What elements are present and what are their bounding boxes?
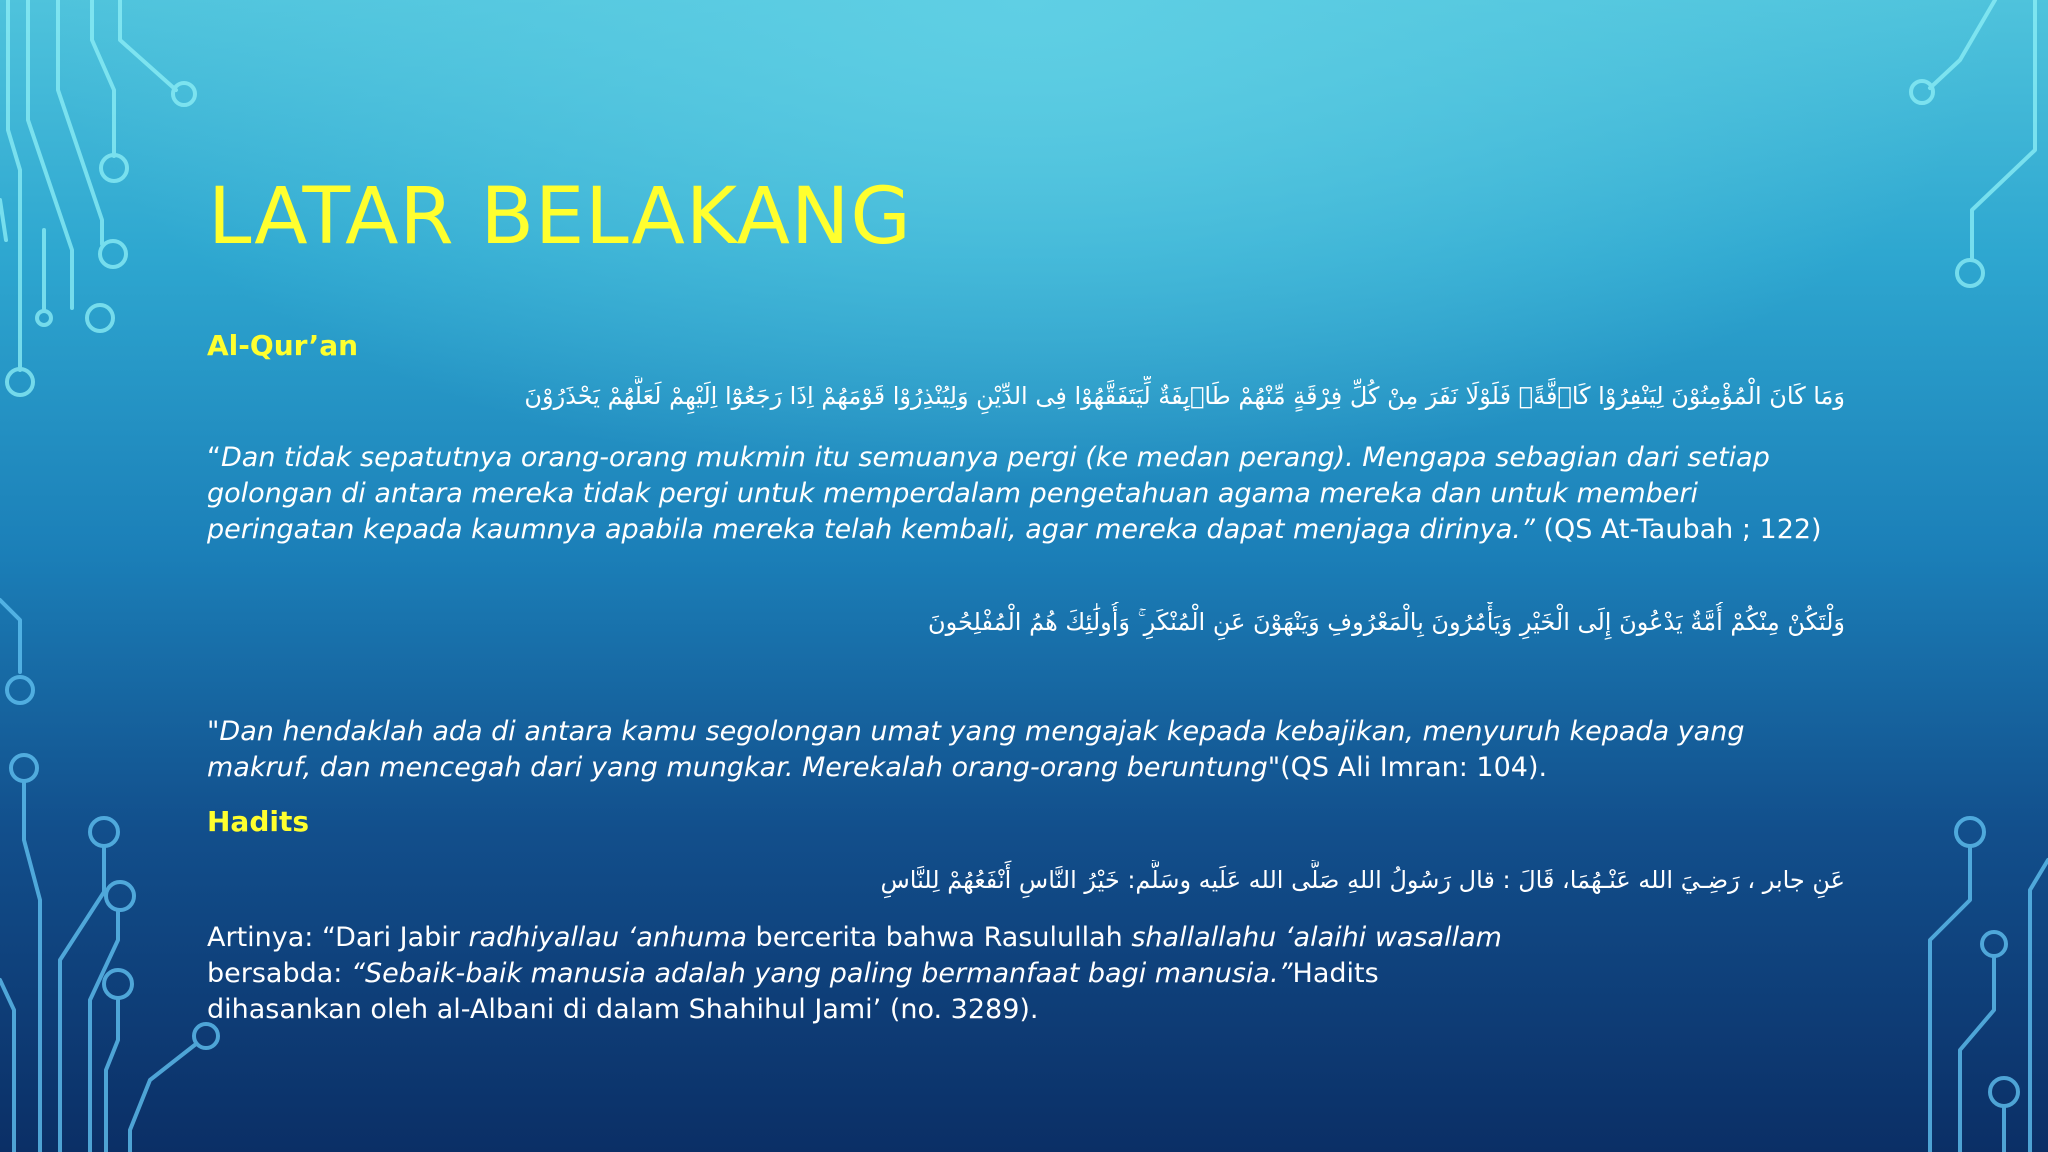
hadits-heading: Hadits [207,805,310,838]
slide-title: LATAR BELAKANG [208,172,912,262]
hadits-t6: “Sebaik-baik manusia adalah yang paling bermanfaat bagi manusia.” [350,958,1293,989]
open-quote: “ [207,442,221,473]
verse-1-translation-text: Dan tidak sepatutnya orang-orang mukmin itu semuanya pergi (ke medan perang). Mengapa sebagian dari setiap golongan di antara mereka tidak pergi untuk memperdalam pengetahuan agama mereka dan untuk memberi peringatan kepada kaumnya apabila mereka telah kembali, agar mereka dapat menjaga dirinya.” [207,442,1770,545]
hadits-t2: radhiyallau ‘anhuma [468,922,747,953]
hadits-t4: shallallahu ‘alaihi wasallam [1131,922,1502,953]
hadits-t1: Artinya: “Dari Jabir [207,922,469,953]
quran-heading: Al-Qur’an [207,329,359,362]
hadits-arabic: عَنِ جابر ، رَضِـيَ الله عَنْـهُمَا، قَالَ : قال رَسُولُ اللهِ صَلَّى الله عَلَيه وسَلَّم: خَيْرُ النَّاسِ أَنْفَعُهُمْ لِلنَّاسِ [880,866,1845,894]
hadits-t3: bercerita bahwa Rasulullah [746,922,1132,953]
hadits-t5: bersabda: [207,958,351,989]
quran-verse-2-arabic: وَلْتَكُنْ مِنْكُمْ أُمَّةٌ يَدْعُونَ إِلَى الْخَيْرِ وَيَأْمُرُونَ بِالْمَعْرُوفِ وَيَنْهَوْنَ عَنِ الْمُنْكَرِ ۚ وَأُولَٰئِكَ هُمُ الْمُفْلِحُونَ [928,608,1845,636]
quran-verse-1-translation [207,440,1845,548]
hadits-t7: Hadits dihasankan oleh al-Albani di dalam Shahihul Jami’ (no. 3289). [207,958,1379,1025]
quran-verse-1-arabic: وَمَا كَانَ الْمُؤْمِنُوْنَ لِيَنْفِرُوْا كَاۤفَّةًۗ فَلَوْلَا نَفَرَ مِنْ كُلِّ فِرْقَةٍ مِّنْهُمْ طَاۤىِٕفَةٌ لِّيَتَفَقَّهُوْا فِى الدِّيْنِ وَلِيُنْذِرُوْا قَوْمَهُمْ اِذَا رَجَعُوْٓا اِلَيْهِمْ لَعَلَّهُمْ يَحْذَرُوْنَ [524,382,1845,410]
verse-2-translation-text: "Dan hendaklah ada di antara kamu segolongan umat yang mengajak kepada kebajikan, menyuruh kepada yang makruf, dan mencegah dari yang mungkar. Merekalah orang-orang beruntung" [207,716,1745,783]
slide-content [207,326,1845,1028]
verse-2-source: (QS Ali Imran: 104). [1280,752,1548,783]
quran-verse-2-translation [207,714,1845,786]
hadits-translation [207,920,1507,1028]
verse-1-source: (QS At-Taubah ; 122) [1534,514,1822,545]
